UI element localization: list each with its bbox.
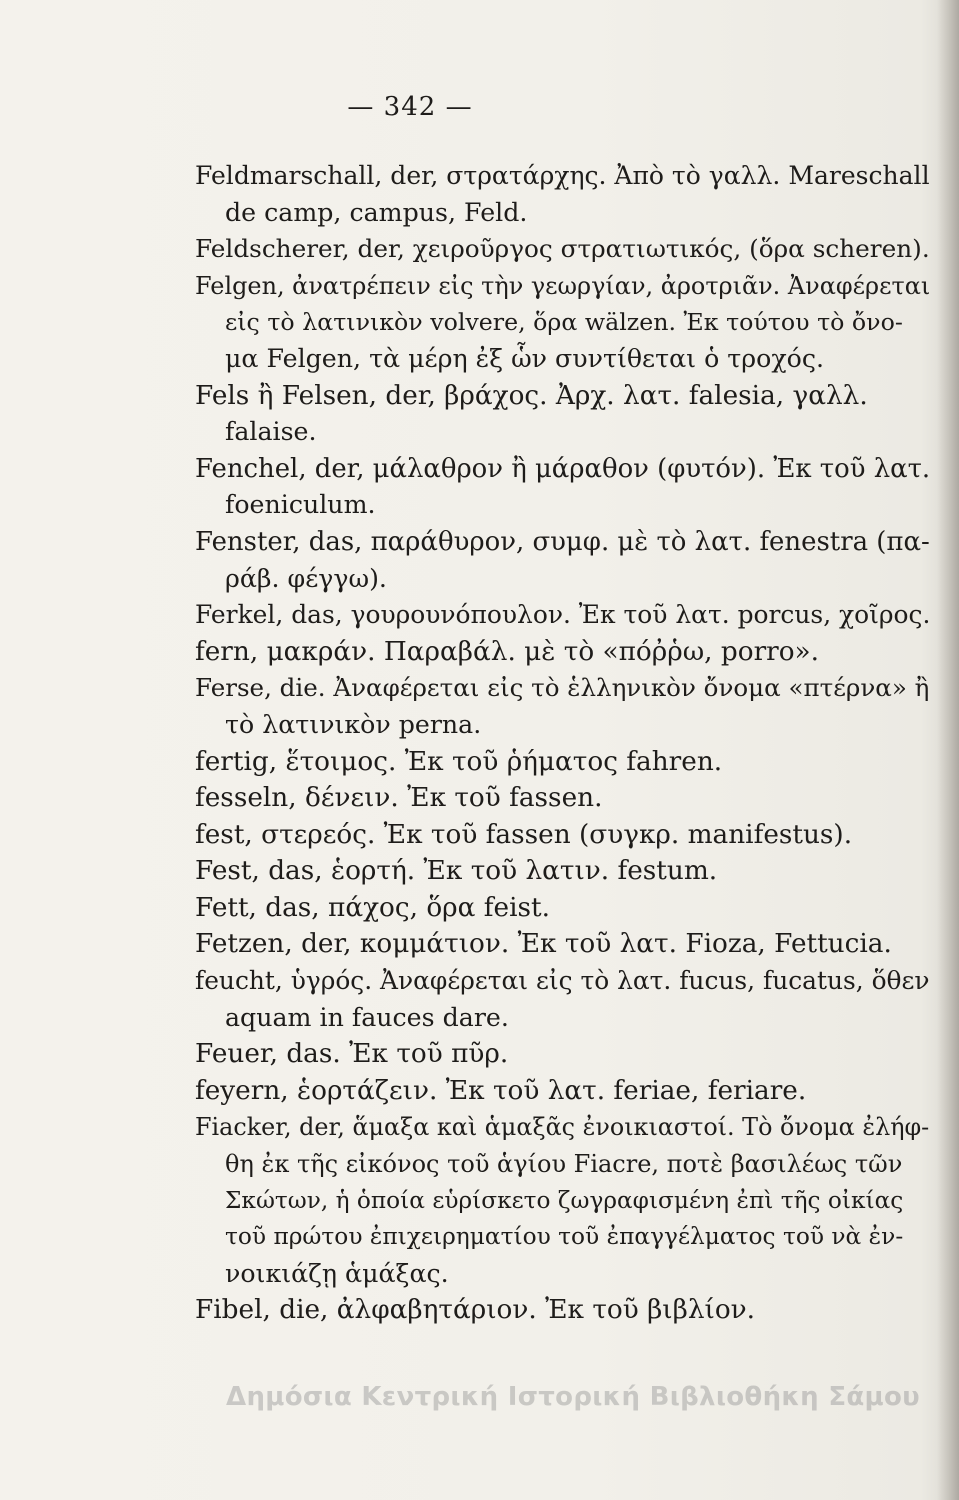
entry-continuation: aquam in fauces dare. bbox=[225, 1002, 509, 1032]
dictionary-entry bbox=[195, 158, 935, 231]
page-number: — 342 — bbox=[347, 92, 473, 122]
entry-headline: Fetzen, der, κομμάτιον. Ἐκ τοῦ λατ. Fioza, Fettucia. bbox=[195, 929, 892, 960]
entry-continuation: Σκώτων, ἡ ὁποία εὑρίσκετο ζωγραφισμένη ἐπὶ τῆς οἰκίας bbox=[225, 1186, 904, 1214]
dictionary-entry bbox=[195, 268, 935, 378]
entry-headline: Feldscherer, der, χειροῦργος στρατιωτικός, (ὅρα scheren). bbox=[195, 234, 930, 264]
entry-headline: Fibel, die, ἀλφαβητάριον. Ἐκ τοῦ βιβλίον. bbox=[195, 1295, 756, 1326]
entry-headline: Fest, das, ἑορτή. Ἐκ τοῦ λατιν. festum. bbox=[195, 856, 718, 887]
entry-continuation: τοῦ πρώτου ἐπιχειρηματίου τοῦ ἐπαγγέλματος τοῦ νὰ ἐν- bbox=[225, 1223, 904, 1251]
dictionary-entry bbox=[195, 524, 935, 597]
entry-headline: feucht, ὑγρός. Ἀναφέρεται εἰς τὸ λατ. fucus, fucatus, ὅθεν bbox=[195, 966, 930, 996]
entry-headline: Fiacker, der, ἅμαξα καὶ ἁμαξᾶς ἐνοικιαστοί. Τὸ ὄνομα ἐλήφ- bbox=[195, 1113, 930, 1142]
dictionary-entry bbox=[195, 963, 935, 1036]
dictionary-entry bbox=[195, 634, 935, 671]
dictionary-entry bbox=[195, 744, 935, 781]
entry-headline: fertig, ἕτοιμος. Ἐκ τοῦ ῥήματος fahren. bbox=[195, 746, 723, 777]
dictionary-entry bbox=[195, 817, 935, 854]
dictionary-entry bbox=[195, 378, 935, 451]
entry-headline: fesseln, δένειν. Ἐκ τοῦ fassen. bbox=[195, 783, 603, 814]
entry-continuation: τὸ λατινικὸν perna. bbox=[225, 709, 482, 739]
entry-continuation: ράβ. φέγγω). bbox=[225, 563, 387, 593]
dictionary-entries bbox=[195, 158, 935, 1329]
dictionary-entry bbox=[195, 1292, 935, 1329]
entry-headline: Ferse, die. Ἀναφέρεται εἰς τὸ ἑλληνικὸν ὄνομα «πτέρνα» ἢ bbox=[195, 673, 930, 703]
dictionary-entry bbox=[195, 1036, 935, 1073]
page-edge-shadow bbox=[937, 0, 959, 1500]
entry-continuation: falaise. bbox=[225, 417, 317, 447]
entry-headline: Fett, das, πάχος, ὅρα feist. bbox=[195, 892, 550, 923]
dictionary-entry bbox=[195, 780, 935, 817]
entry-continuation: θη ἐκ τῆς εἰκόνος τοῦ ἁγίου Fiacre, ποτὲ βασιλέως τῶν bbox=[225, 1150, 903, 1179]
dictionary-entry bbox=[195, 670, 935, 743]
entry-headline: feyern, ἑορτάζειν. Ἐκ τοῦ λατ. feriae, feriare. bbox=[195, 1075, 807, 1106]
dictionary-entry bbox=[195, 853, 935, 890]
entry-headline: fest, στερεός. Ἐκ τοῦ fassen (συγκρ. manifestus). bbox=[195, 819, 853, 850]
library-watermark: Δημόσια Κεντρική Ιστορική Βιβλιοθήκη Σάμου bbox=[226, 1382, 920, 1412]
dictionary-entry bbox=[195, 451, 935, 524]
entry-continuation: εἰς τὸ λατινικὸν volvere, ὅρα wälzen. Ἐκ τούτου τὸ ὄνο- bbox=[225, 308, 903, 337]
dictionary-entry bbox=[195, 1109, 935, 1292]
entry-headline: fern, μακράν. Παραβάλ. μὲ τὸ «πόῤῥω, porro». bbox=[195, 636, 820, 667]
entry-continuation: de camp, campus, Feld. bbox=[225, 197, 528, 227]
dictionary-entry bbox=[195, 597, 935, 634]
entry-headline: Fenchel, der, μάλαθρον ἢ μάραθον (φυτόν). Ἐκ τοῦ λατ. bbox=[195, 453, 931, 484]
entry-headline: Fels ἢ Felsen, der, βράχος. Ἀρχ. λατ. falesia, γαλλ. bbox=[195, 380, 868, 411]
entry-headline: Feuer, das. Ἐκ τοῦ πῦρ. bbox=[195, 1039, 509, 1070]
dictionary-entry bbox=[195, 1073, 935, 1110]
dictionary-entry bbox=[195, 926, 935, 963]
entry-headline: Felgen, ἀνατρέπειν εἰς τὴν γεωργίαν, ἀροτριᾶν. Ἀναφέρεται bbox=[195, 271, 931, 300]
dictionary-entry bbox=[195, 890, 935, 927]
entry-headline: Ferkel, das, γουρουνόπουλον. Ἐκ τοῦ λατ. porcus, χοῖρος. bbox=[195, 600, 931, 630]
entry-continuation: μα Felgen, τὰ μέρη ἐξ ὧν συντίθεται ὁ τροχός. bbox=[225, 343, 824, 373]
dictionary-entry bbox=[195, 231, 935, 268]
entry-continuation: νοικιάζῃ ἁμάξας. bbox=[225, 1258, 449, 1288]
entry-headline: Feldmarschall, der, στρατάρχης. Ἀπὸ τὸ γαλλ. Mareschall bbox=[195, 161, 930, 190]
entry-headline: Fenster, das, παράθυρον, συμφ. μὲ τὸ λατ. fenestra (πα- bbox=[195, 526, 930, 557]
entry-continuation: foeniculum. bbox=[225, 490, 376, 520]
